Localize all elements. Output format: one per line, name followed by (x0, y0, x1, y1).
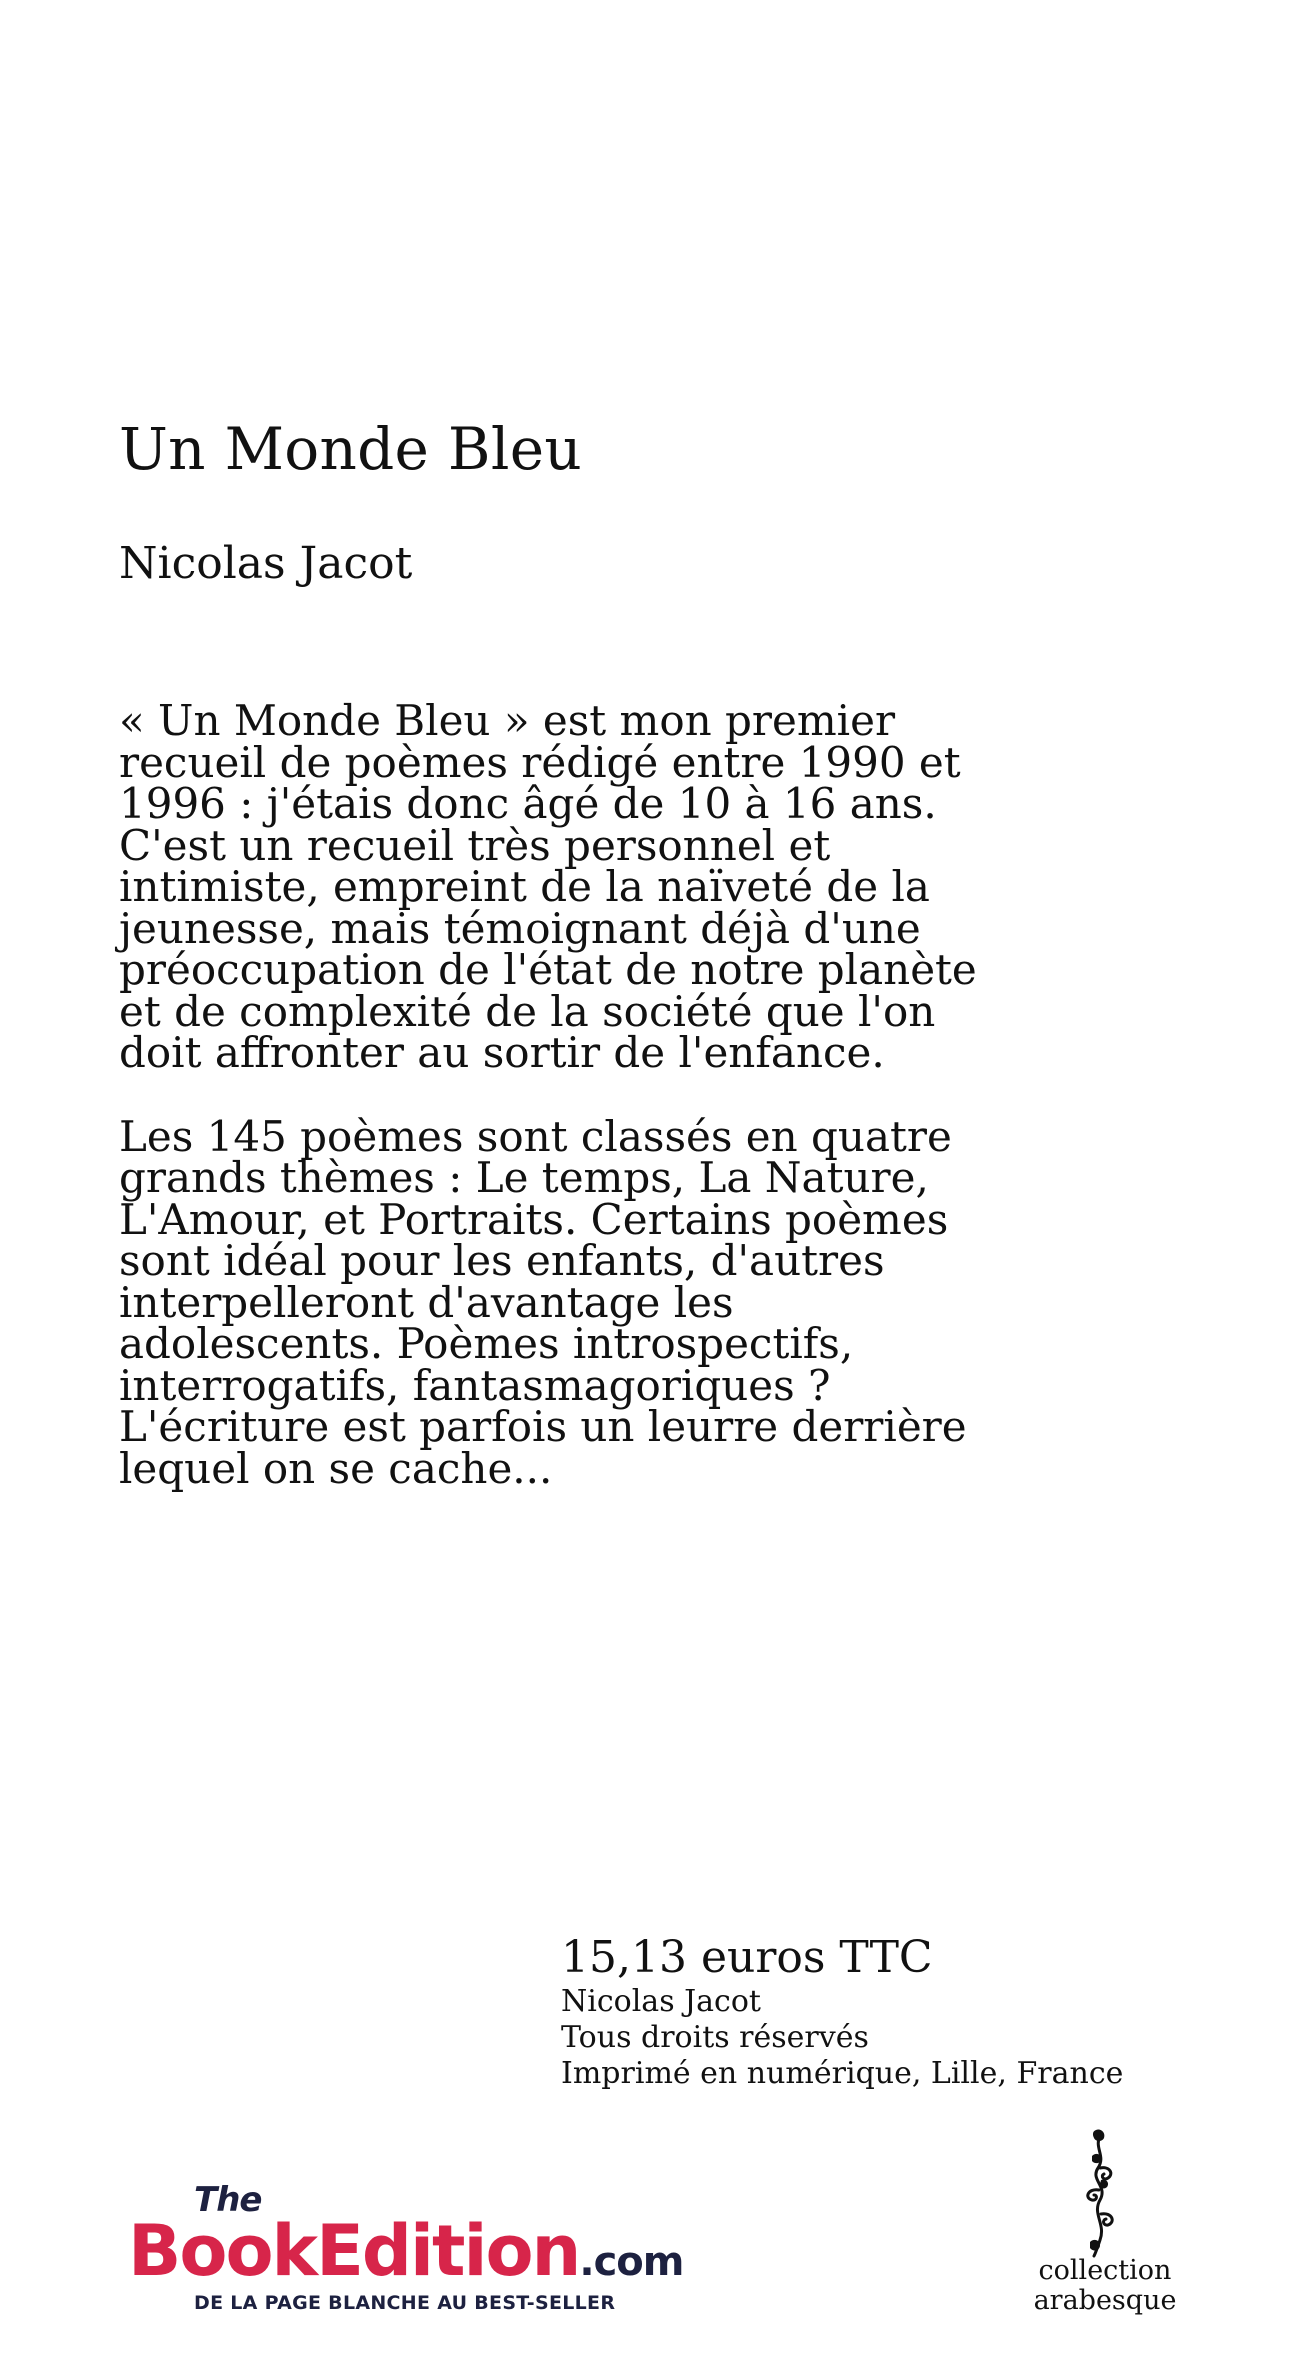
logo-domain: .com (579, 2239, 684, 2285)
arabesque-emblem-icon (1070, 2128, 1130, 2258)
collection-line-1: collection (1038, 2255, 1172, 2286)
collection-mark (1030, 2128, 1180, 2328)
logo-the: The (194, 2180, 262, 2220)
book-title: Un Monde Bleu (119, 415, 582, 483)
imprint-block (561, 1932, 1123, 2092)
logo-tagline: DE LA PAGE BLANCHE AU BEST-SELLER (194, 2292, 616, 2314)
imprint-author: Nicolas Jacot (561, 1984, 761, 2019)
blurb-paragraph-2: Les 145 poèmes sont classés en quatre grands thèmes : Le temps, La Nature, L'Amour, et Portraits. Certains poèmes sont idéal pour les enfants, d'autres interpelleront d'avantage les adolescents. Poèmes introspectifs, interrogatifs, fantasmagoriques ? L'écriture est parfois un leurre derrière lequel on se cache... (119, 1111, 967, 1493)
logo-wordmark (128, 2210, 683, 2292)
imprint-printing: Imprimé en numérique, Lille, France (561, 2056, 1124, 2091)
book-author: Nicolas Jacot (119, 538, 413, 589)
collection-label (1030, 2256, 1180, 2316)
imprint-rights: Tous droits réservés (561, 2020, 869, 2055)
collection-line-2: arabesque (1033, 2285, 1177, 2316)
back-cover-blurb (119, 696, 999, 1531)
price: 15,13 euros TTC (561, 1932, 933, 1983)
blurb-paragraph-1: « Un Monde Bleu » est mon premier recueil de poèmes rédigé entre 1990 et 1996 : j'étais donc âgé de 10 à 16 ans. C'est un recueil très personnel et intimiste, empreint de la naïveté de la jeunesse, mais témoignant déjà d'une préoccupation de l'état de notre planète et de complexité de la société que l'on doit affronter au sortir de l'enfance. (119, 696, 977, 1077)
logo-name: BookEdition (128, 2210, 580, 2292)
bookedition-logo (128, 2180, 728, 2314)
